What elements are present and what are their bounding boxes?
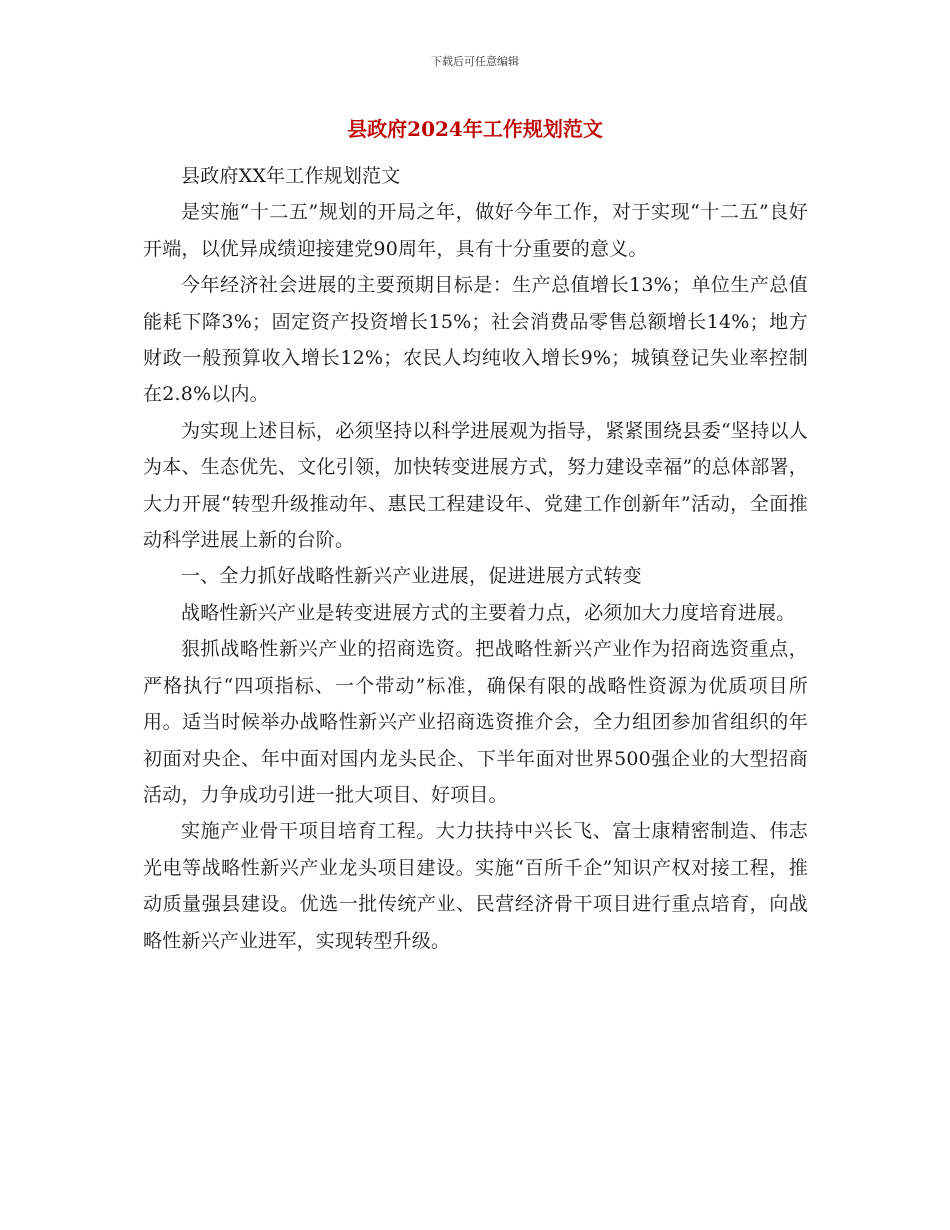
paragraph-guidance: 为实现上述目标，必须坚持以科学进展观为指导，紧紧围绕县委“坚持以人为本、生态优先、文化引领，加快转变进展方式，努力建设幸福”的总体部署，大力开展“转型升级推动年、惠民工程建设年、党建工作创新年”活动，全面推动科学进展上新的台阶。: [143, 419, 808, 552]
section-heading-1: 一、全力抓好战略性新兴产业进展，促进进展方式转变: [181, 565, 642, 588]
paragraph-subtitle: 县政府XX年工作规划范文: [181, 165, 401, 187]
paragraph-investment: 狠抓战略性新兴产业的招商选资。把战略性新兴产业作为招商选资重点，严格执行“四项指标、一个带动”标准，确保有限的战略性资源为优质项目所用。适当时候举办战略性新兴产业招商选资推介会，全力组团参加省组织的年初面对央企、年中面对国内龙头民企、下半年面对世界500强企业的大型招商活动，力争成功引进一批大项目、好项目。: [143, 638, 808, 806]
document-title: 县政府2024年工作规划范文: [347, 117, 603, 141]
paragraph-emerging-industry: 战略性新兴产业是转变进展方式的主要着力点，必须加大力度培育进展。: [181, 601, 796, 624]
paragraph-key-projects: 实施产业骨干项目培育工程。大力扶持中兴长飞、富士康精密制造、伟志光电等战略性新兴产业龙头项目建设。实施“百所千企”知识产权对接工程，推动质量强县建设。优选一批传统产业、民营经济骨干项目进行重点培育，向战略性新兴产业进军，实现转型升级。: [143, 820, 808, 952]
document-body: [143, 158, 808, 959]
paragraph-intro: 是实施“十二五”规划的开局之年，做好今年工作，对于实现“十二五”良好开端，以优异成绩迎接建党90周年，具有十分重要的意义。: [143, 201, 808, 260]
paragraph-targets: 今年经济社会进展的主要预期目标是：生产总值增长13%；单位生产总值能耗下降3%；固定资产投资增长15%；社会消费品零售总额增长14%；地方财政一般预算收入增长12%；农民人均纯收入增长9%；城镇登记失业率控制在2.8%以内。: [143, 274, 808, 406]
page-header-note: 下载后可任意编辑: [431, 55, 519, 68]
